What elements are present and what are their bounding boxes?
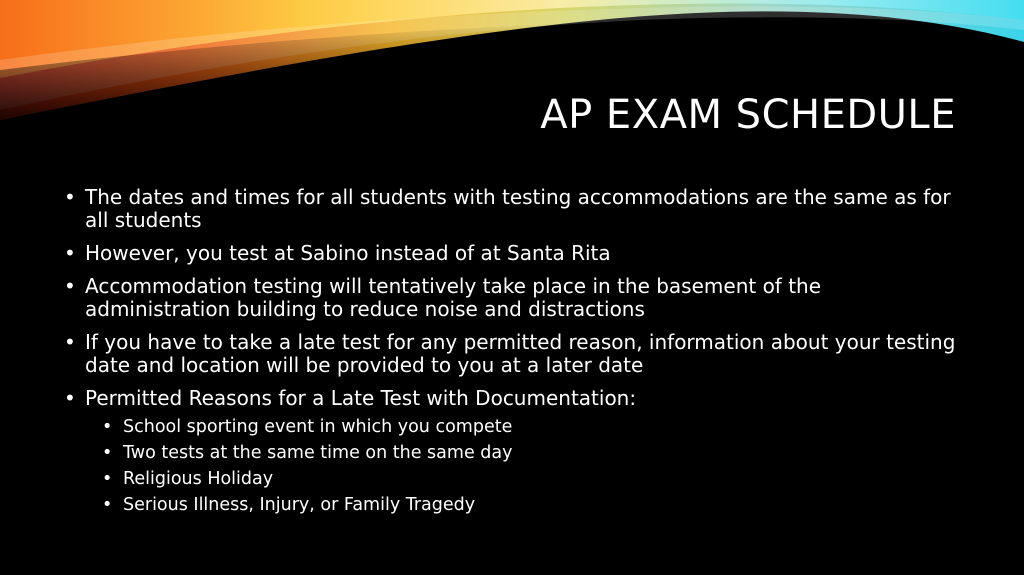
sub-bullet-list [85,414,962,518]
bullet-list [62,186,962,528]
bullet-item: • The dates and times for all students with testing accommodations are the same as for all students [62,186,962,232]
bullet-item: • If you have to take a late test for any permitted reason, information about your testing date and location will be provided to you at a later date [62,331,962,377]
bullet-item-with-sublist [62,387,962,518]
sub-bullet-item: • Serious Illness, Injury, or Family Tragedy [100,492,962,518]
sub-bullet-item: • School sporting event in which you compete [100,414,962,440]
bullet-item-label: Permitted Reasons for a Late Test with Documentation: [85,386,637,410]
bullet-item: • Accommodation testing will tentatively take place in the basement of the administration building to reduce noise and distractions [62,275,962,321]
sub-bullet-item: • Religious Holiday [100,466,962,492]
bullet-item: • However, you test at Sabino instead of at Santa Rita [62,242,962,265]
slide-title: AP EXAM SCHEDULE [540,92,956,138]
sub-bullet-item: • Two tests at the same time on the same day [100,440,962,466]
